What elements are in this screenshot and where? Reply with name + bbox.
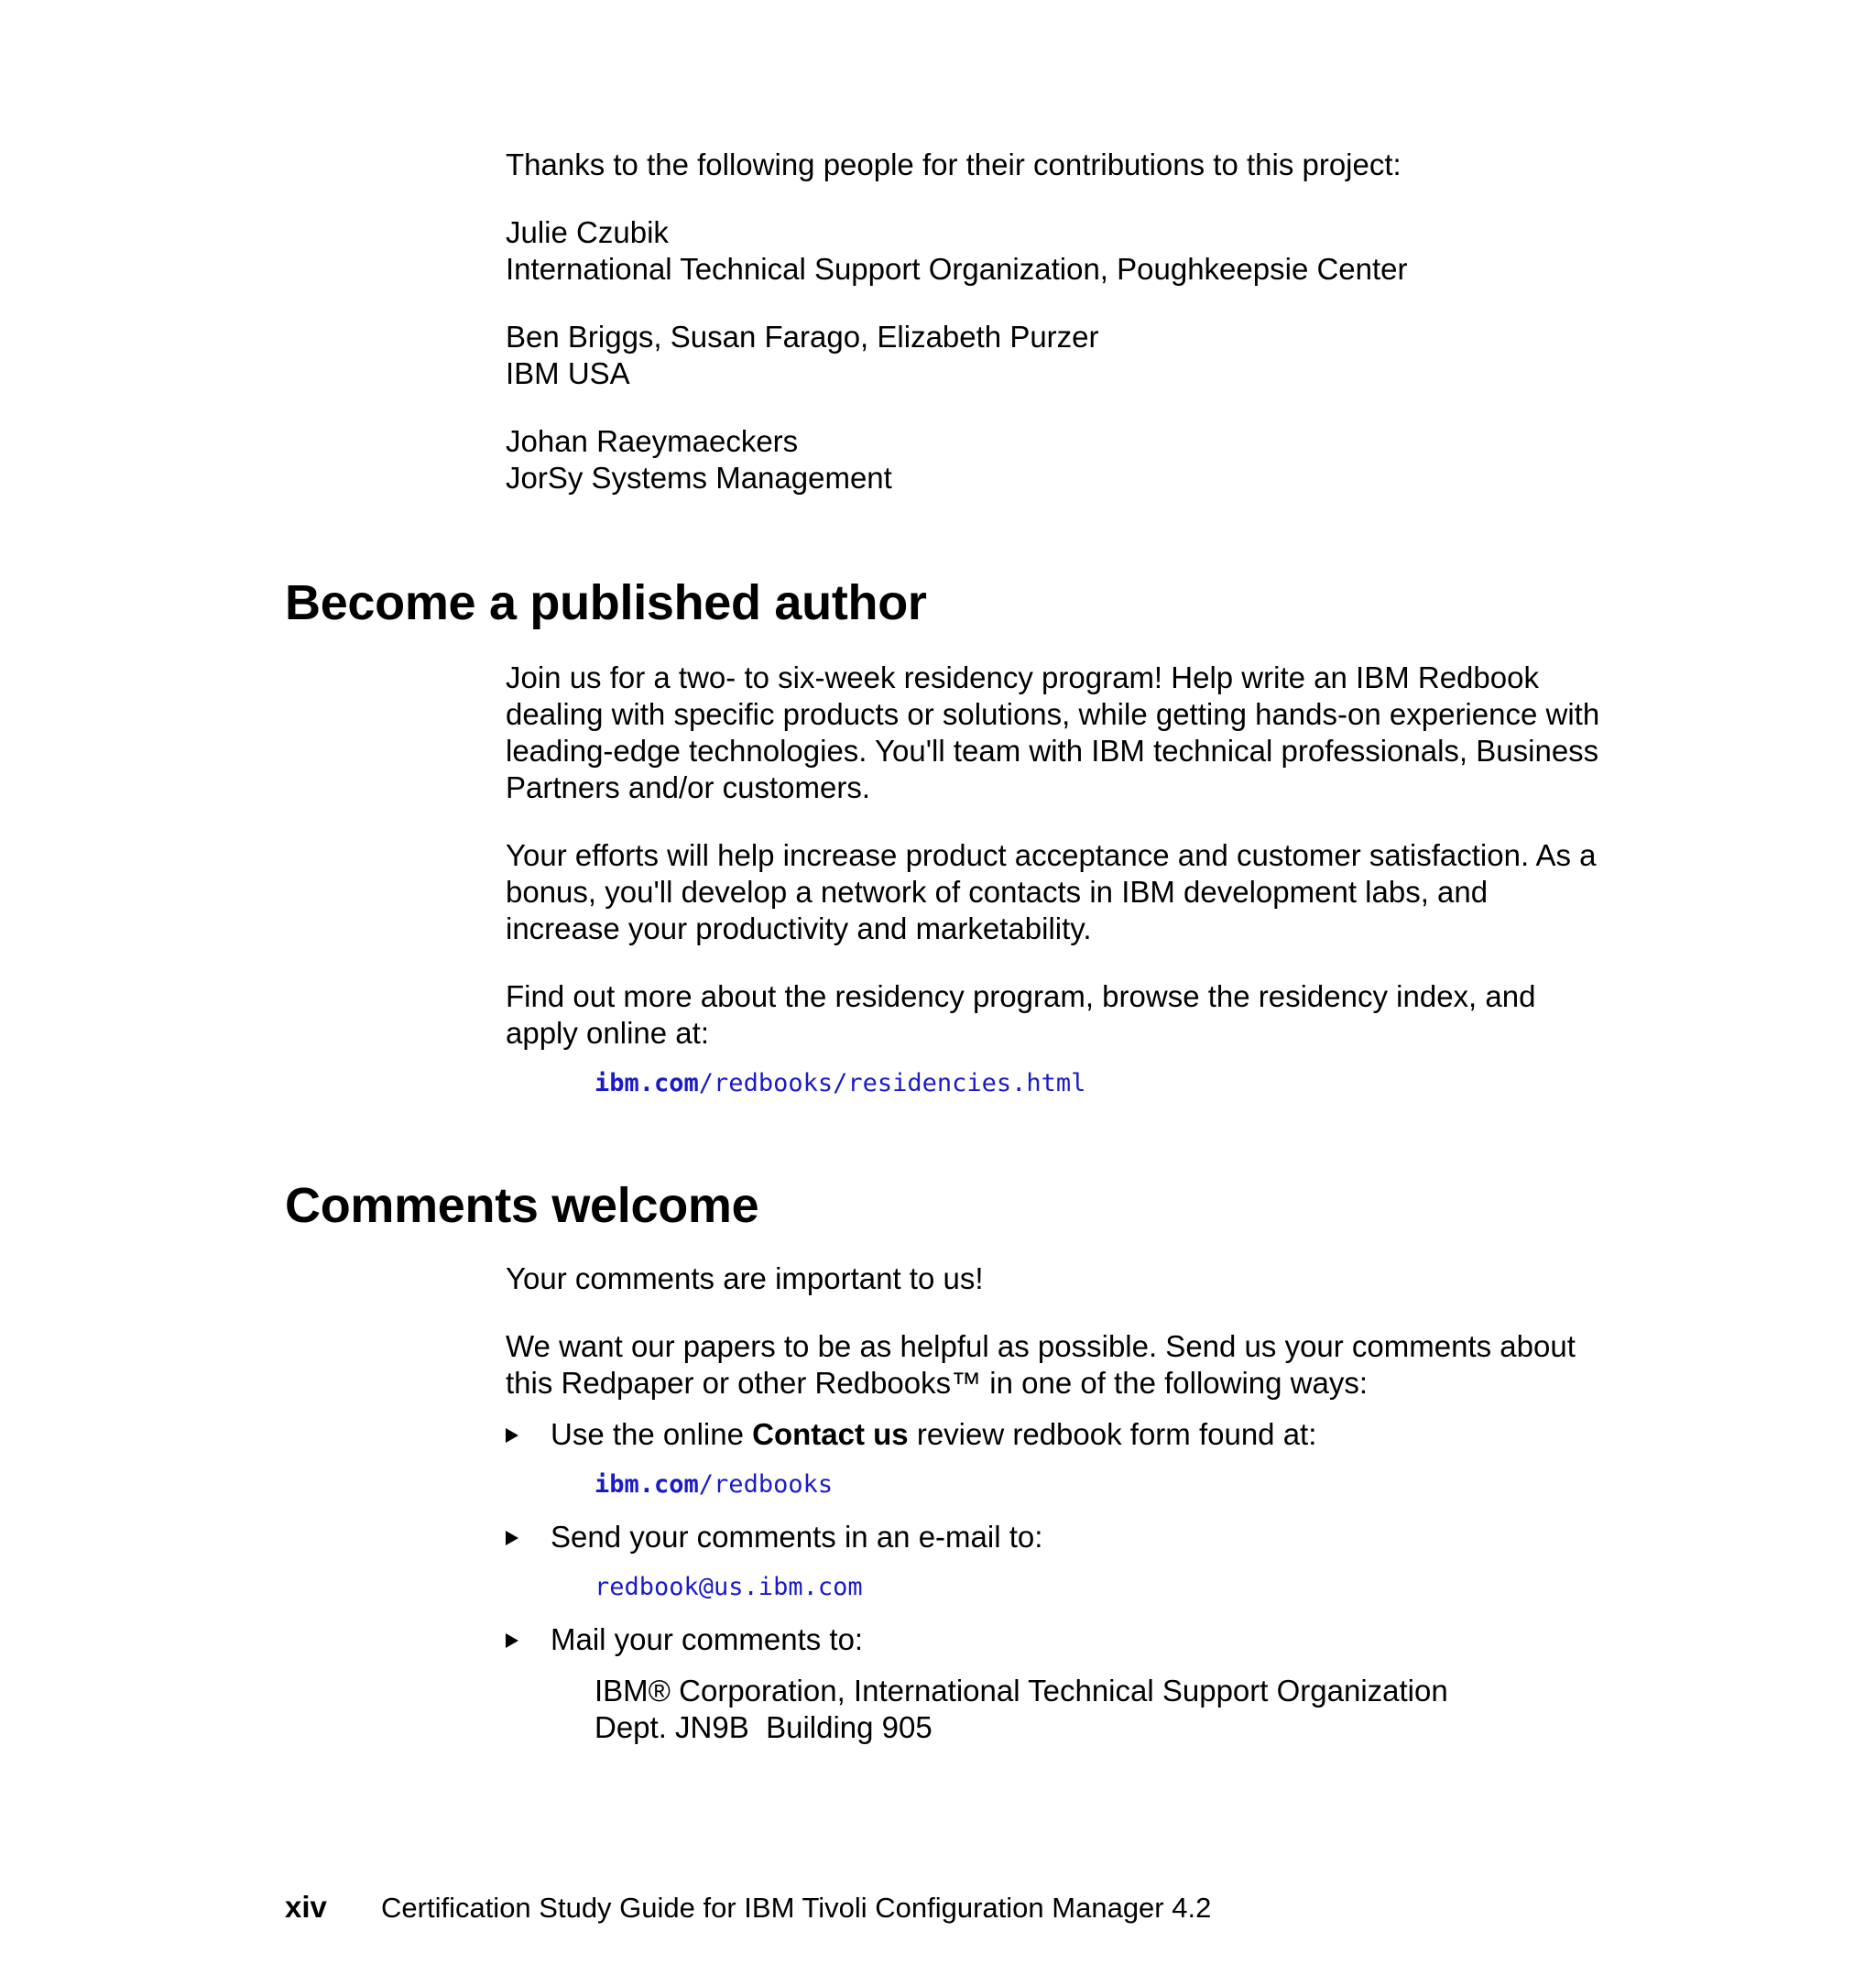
list-item	[506, 1416, 1605, 1453]
bullet-text: Mail your comments to:	[551, 1622, 864, 1656]
residencies-link[interactable]	[506, 1068, 1605, 1099]
paragraph: We want our papers to be as helpful as possible. Send us your comments about this Redpaper or other Redbooks™ in one of the following ways:	[506, 1329, 1576, 1400]
contact-us-label: Contact us	[752, 1417, 909, 1451]
paragraph: Join us for a two- to six-week residency program! Help write an IBM Redbook dealing with specific products or solutions, while getting hands-on experience with leading-edge technologies. You'll team with IBM technical professionals, Business Partners and/or customers.	[506, 660, 1600, 804]
contributor-org: JorSy Systems Management	[506, 461, 892, 495]
paragraph: Your comments are important to us!	[506, 1261, 984, 1295]
link-domain: ibm.com	[594, 1470, 699, 1499]
bullet-text: Use the online	[551, 1417, 753, 1451]
page-footer	[285, 1889, 1211, 1926]
address-line: IBM® Corporation, International Technical Support Organization	[594, 1674, 1448, 1708]
link-path: /redbooks	[698, 1470, 834, 1499]
section-heading-published-author: Become a published author	[285, 575, 927, 630]
section-heading-comments: Comments welcome	[285, 1178, 759, 1233]
address-line: Dept. JN9B Building 905	[594, 1710, 933, 1744]
list-item	[506, 1621, 1605, 1658]
contributor-entry	[506, 423, 1605, 496]
contributor-name: Julie Czubik	[506, 215, 669, 249]
contributor-org: International Technical Support Organization, Poughkeepsie Center	[506, 252, 1408, 286]
contributor-entry	[506, 214, 1605, 288]
comments-body	[506, 1260, 1605, 1746]
bullet-text: Send your comments in an e-mail to:	[551, 1520, 1043, 1554]
book-title: Certification Study Guide for IBM Tivoli Configuration Manager 4.2	[381, 1892, 1212, 1924]
list-item	[506, 1519, 1605, 1555]
paragraph: Find out more about the residency program, browse the residency index, and apply online at:	[506, 979, 1536, 1050]
triangle-bullet-icon	[506, 1633, 518, 1648]
bullet-text: review redbook form found at:	[908, 1417, 1317, 1451]
published-author-body	[506, 660, 1605, 1099]
paragraph: Your efforts will help increase product acceptance and customer satisfaction. As a bonus, you'll develop a network of contacts in IBM development labs, and increase your productivity and marketability.	[506, 838, 1597, 945]
thanks-intro: Thanks to the following people for their contributions to this project:	[506, 147, 1402, 181]
page-number: xiv	[285, 1890, 327, 1924]
contributor-org: IBM USA	[506, 356, 630, 390]
link-path: /redbooks/residencies.html	[698, 1069, 1086, 1097]
contributor-entry	[506, 319, 1605, 392]
contributor-name: Ben Briggs, Susan Farago, Elizabeth Purzer	[506, 320, 1099, 354]
email-link[interactable]: redbook@us.ibm.com	[594, 1573, 863, 1601]
triangle-bullet-icon	[506, 1531, 518, 1545]
redbooks-link[interactable]	[506, 1469, 1605, 1500]
contributor-name: Johan Raeymaeckers	[506, 424, 799, 458]
acknowledgements	[506, 147, 1605, 496]
mailing-address	[506, 1673, 1605, 1746]
link-domain: ibm.com	[594, 1069, 699, 1097]
triangle-bullet-icon	[506, 1428, 518, 1443]
